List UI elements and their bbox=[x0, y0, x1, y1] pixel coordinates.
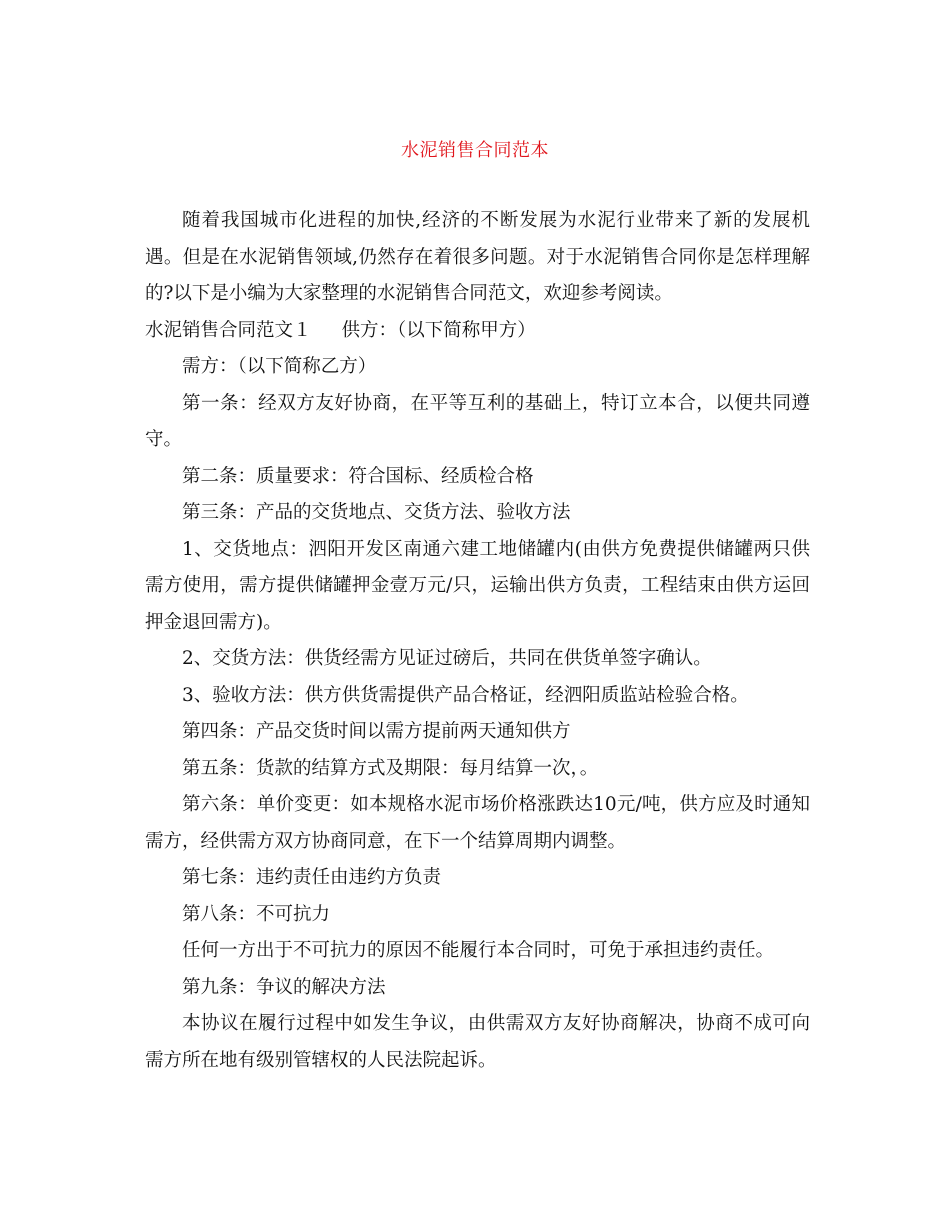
article-7: 第七条：违约责任由违约方负责 bbox=[182, 867, 442, 888]
article-9-text: 本协议在履行过程中如发生争议，由供需双方友好协商解决，协商不成可向需方所在地有级别管辖权的人民法院起诉。 bbox=[145, 1013, 810, 1071]
supplier-line: 供方：（以下简称甲方） bbox=[341, 319, 536, 341]
article-3-item-1: 1、交货地点：泗阳开发区南通六建工地储罐内(由供方免费提供储罐两只供需方使用，需方提供储罐押金壹万元/只，运输出供方负责，工程结束由供方运回押金退回需方)。 bbox=[145, 538, 810, 633]
article-3-item-3: 3、验收方法：供方供货需提供产品合格证，经泗阳质监站检验合格。 bbox=[182, 684, 749, 706]
article-6: 第六条：单价变更：如本规格水泥市场价格涨跌达10元/吨，供方应及时通知需方，经供需方双方协商同意，在下一个结算周期内调整。 bbox=[145, 794, 810, 852]
article-9: 第九条：争议的解决方法 bbox=[182, 976, 386, 998]
sample-heading-title: 水泥销售合同范文１ bbox=[145, 319, 312, 341]
buyer-line: 需方：（以下简称乙方） bbox=[182, 356, 377, 377]
document-title: 水泥销售合同范本 bbox=[401, 140, 549, 161]
article-8: 第八条：不可抗力 bbox=[182, 903, 331, 925]
article-3: 第三条：产品的交货地点、交货方法、验收方法 bbox=[182, 502, 571, 523]
article-3-item-2: 2、交货方法：供货经需方见证过磅后，共同在供货单签字确认。 bbox=[182, 648, 712, 669]
article-1: 第一条：经双方友好协商，在平等互利的基础上，特订立本合，以便共同遵守。 bbox=[145, 392, 810, 450]
article-8-text: 任何一方出于不可抗力的原因不能履行本合同时，可免于承担违约责任。 bbox=[182, 940, 775, 961]
sample-heading-line bbox=[145, 313, 810, 350]
article-5: 第五条：货款的结算方式及期限：每月结算一次，。 bbox=[182, 757, 599, 779]
document-body bbox=[145, 203, 810, 1079]
article-4: 第四条：产品交货时间以需方提前两天通知供方 bbox=[182, 721, 571, 742]
intro-paragraph: 随着我国城市化进程的加快,经济的不断发展为水泥行业带来了新的发展机遇。但是在水泥销售领域,仍然存在着很多问题。对于水泥销售合同你是怎样理解的?以下是小编为大家整理的水泥销售合同范文，欢迎参考阅读。 bbox=[145, 210, 810, 304]
article-2: 第二条：质量要求：符合国标、经质检合格 bbox=[182, 465, 534, 487]
